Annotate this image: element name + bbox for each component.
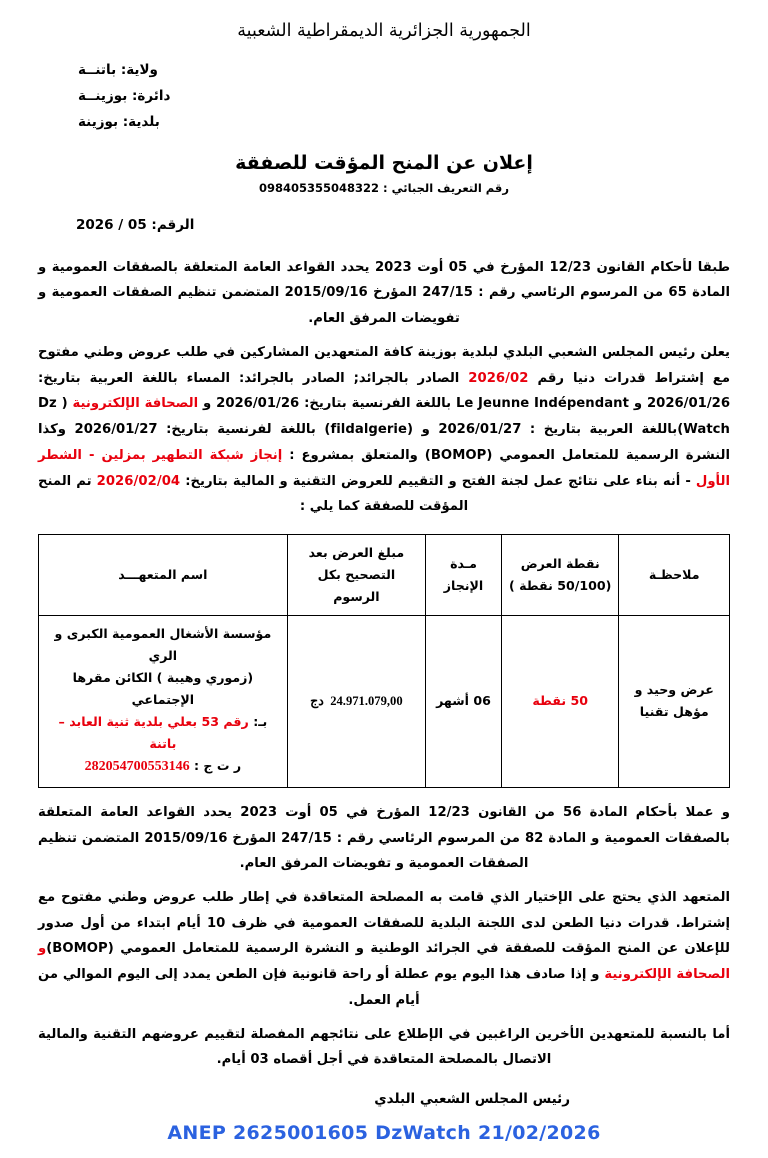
bidder-registration-line [44, 755, 282, 780]
paragraph-announcement [38, 340, 730, 520]
bidder-address-label: بـ: [253, 714, 268, 730]
cell-remark: عرض وحيد و مؤهل تقنيا [619, 616, 730, 788]
republic-heading-text: الجمهورية الجزائرية الديمقراطية الشعبية [237, 21, 531, 41]
cell-bidder-name [39, 616, 288, 788]
column-header-bidder-name: اسم المتعهـــد [39, 535, 288, 616]
daira-line: دائرة: بوزينــة [78, 88, 171, 105]
cell-offer-score: 50 نقطة [501, 616, 618, 788]
appeal-part-2: و إذا صادف هذا اليوم يوم عطلة أو راحة قانونية فإن الطعن يمدد إلى اليوم الموالي من أيام العمل. [38, 967, 605, 1008]
amount-currency: دج [310, 694, 324, 709]
announcement-part-5: باللغة لفرنسية بتاريخ: 2026/01/27 وكذا النشرة الرسمية للمتعامل العمومي (BOMOP) والمتعلق بمشروع : [38, 422, 730, 463]
table-header-row [39, 535, 730, 616]
paragraph-legal-basis: طبقا لأحكام القانون 12/23 المؤرخ في 05 أوت 2023 يحدد القواعد العامة المتعلقة بالصفقات العمومية و المادة 65 من المرسوم الرئاسي رقم : 247/15 المؤرخ 2015/09/16 المتضمن تنظيم الصفقات العمومية و تفويضات المرفق العام. [38, 259, 731, 327]
paragraph-appeal-legal-basis: و عملا بأحكام المادة 56 من القانون 12/23 المؤرخ في 05 أوت 2023 يحدد القواعد العامة المتعلقة بالصفقات العمومية و المادة 82 من المرسوم الرئاسي رقم : 247/15 المؤرخ 2015/09/16 المتضمن تنظيم الصفقات العمومية و تفويضات المرفق العام. [38, 804, 730, 872]
announcement-part-4: ( Dz Watch)باللغة العربية بتاريخ : 2026/01/27 و [38, 396, 730, 438]
newspaper-fildalgerie: (fildalgerie) [324, 422, 414, 438]
cell-corrected-amount [287, 616, 425, 788]
column-header-corrected-amount: مبلغ العرض بعد التصحيح بكل الرسوم [287, 535, 425, 616]
amount-value: 24.971.079,00 [330, 694, 403, 709]
anep-footer: ANEP 2625001605 DzWatch 21/02/2026 [167, 1122, 601, 1144]
page-title: إعلان عن المنح المؤقت للصفقة [235, 151, 533, 174]
award-table [38, 534, 730, 788]
body-content [38, 255, 730, 1107]
award-date-highlight: 2026/02/04 [96, 473, 181, 489]
column-header-remark: ملاحظـة [619, 535, 730, 616]
electronic-press-highlight-1: الصحافة الإلكترونية [72, 396, 199, 412]
announcement-part-7: تم المنح المؤقت للصفقة كما يلي : [38, 473, 469, 515]
administrative-block [38, 57, 730, 136]
column-header-offer-score: نقطة العرض (50/100 نقطة ) [501, 535, 618, 616]
newspaper-le-jeune-independant: Le Jeunne Indépendant [455, 396, 629, 412]
tax-identification-line: رقم التعريف الجبائي : 098405355048322 [259, 180, 509, 195]
republic-heading [38, 20, 730, 43]
cell-execution-delay: 06 أشهر [425, 616, 501, 788]
tender-number-highlight: 2026/02 [468, 370, 529, 386]
bidder-name-line-2: (زموري وهيبة ) الكائن مقرها الإجتماعي [72, 670, 254, 708]
column-header-execution-delay: مـدة الإنجاز [425, 535, 501, 616]
electronic-press-highlight-2: و الصحافة الإلكترونية [38, 941, 730, 983]
bidder-address-line [44, 711, 282, 755]
document-number: الرقم: 05 / 2026 [76, 216, 195, 233]
bidder-address-value: رقم 53 بعلي بلدية ثنية العابد – باتنة [58, 714, 249, 752]
paragraph-other-bidders: أما بالنسبة للمتعهدين الأخرين الراغبين في الإطلاع على نتائجهم المفصلة لتقييم عروضهم التقنية والمالية الاتصال بالمصلحة المتعاقدة في أجل أقصاه 03 أيام. [38, 1026, 730, 1068]
announcement-part-3: باللغة الفرنسية بتاريخ: 2026/01/26 و [198, 396, 456, 412]
table-body [39, 616, 730, 788]
document-page [0, 20, 768, 1158]
wilaya-line: ولاية: باتنــة [78, 61, 158, 78]
announcement-part-6: - أنه بناء على نتائج عمل لجنة الفتح و التقييم للعروض التقنية و المالية بتاريخ: [180, 473, 696, 489]
paragraph-appeal-procedure [38, 885, 730, 1014]
table-header [39, 535, 730, 616]
announcement-part-1: يعلن رئيس المجلس الشعبي البلدي لبلدية بوزينة كافة المتعهدين المشاركين في طلب عروض وطني مفتوح مع إشتراط قدرات دنيا رقم [38, 344, 730, 386]
bidder-registration-label: ر ت ج : [194, 758, 242, 774]
appeal-part-1: المتعهد الذي يحتج على الإختيار الذي قامت به المصلحة المتعاقدة في إطار طلب عروض وطني مفتوح مع إشتراط. قدرات دنيا الطعن لدى اللجنة البلدية للصفقات العمومية في ظرف 10 أيام ابتداء من أول صدور للإعلان عن المنح المؤقت للصفقة في الجرائد الوطنية و النشرة الرسمية للمتعامل العمومي (BOMOP) [38, 890, 730, 957]
announcement-part-2: الصادر بالجرائد; الصادر بالجرائد: المساء باللغة العربية بتاريخ: 2026/01/26 و [38, 370, 731, 412]
table-row [39, 616, 730, 788]
baladia-line: بلدية: بوزينة [78, 114, 160, 131]
bidder-registration-value: 282054700553146 [84, 759, 190, 775]
project-name-highlight: إنجاز شبكة التطهير بمزلين - الشطر الأول [38, 447, 730, 489]
bidder-name-line-1: مؤسسة الأشغال العمومية الكبرى و الري [54, 626, 272, 664]
signature-block: رئيس المجلس الشعبي البلدي [374, 1091, 570, 1108]
